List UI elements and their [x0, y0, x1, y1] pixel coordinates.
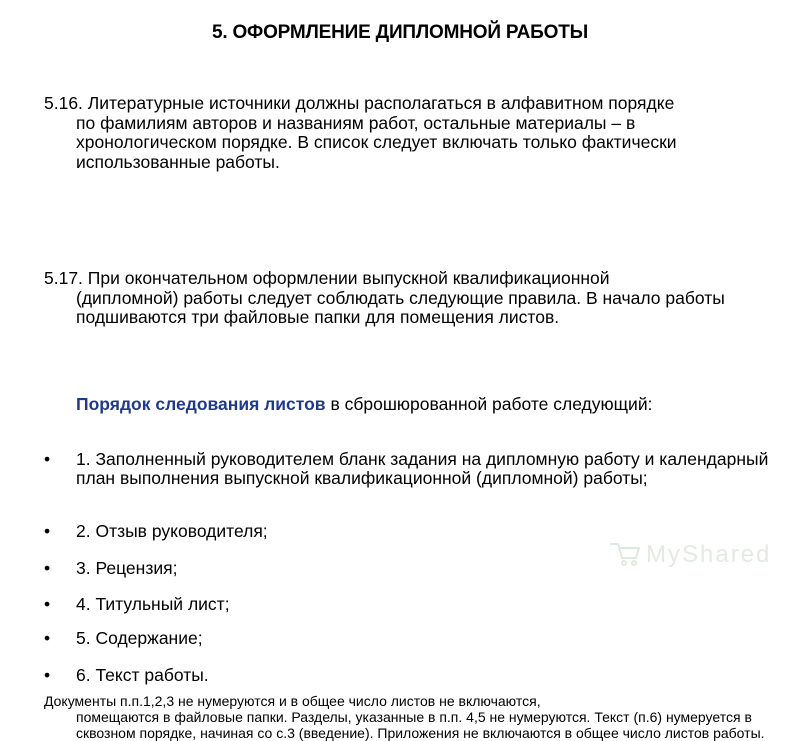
section-5-16-first-line: 5.16. Литературные источники должны располагаться в алфавитном порядке: [44, 93, 675, 113]
section-5-17: [44, 269, 772, 328]
list-item-text: 4. Титульный лист;: [76, 593, 230, 614]
svg-text:MyShared: MyShared: [646, 541, 772, 568]
section-5-17-continuation: (дипломной) работы следует соблюдать следующие правила. В начало работы подшиваются три файловые папки для помещения листов.: [76, 287, 725, 327]
list-item-text: 6. Текст работы.: [76, 664, 209, 685]
page-title: 5. ОФОРМЛЕНИЕ ДИПЛОМНОЙ РАБОТЫ: [211, 22, 589, 43]
bullet-icon: •: [44, 557, 51, 578]
list-item-text: 5. Содержание;: [76, 627, 203, 648]
list-item: [44, 522, 772, 542]
bullet-icon: •: [44, 627, 51, 648]
list-item: [44, 629, 772, 649]
list-item: [44, 666, 772, 686]
bullet-icon: •: [44, 593, 51, 614]
section-5-16: [44, 94, 772, 172]
list-item-text: 1. Заполненный руководителем бланк задания на дипломную работу и календарный план выполнения выпускной квалификационной (дипломной) работы;: [76, 448, 769, 488]
list-item: [44, 450, 772, 489]
list-item: [44, 595, 772, 615]
sheet-order-rest: в сброшюрованной работе следующий:: [325, 393, 653, 414]
sheet-order-highlight: Порядок следования листов: [76, 393, 326, 414]
section-5-17-first-line: 5.17. При окончательном оформлении выпускной квалификационной: [44, 268, 610, 288]
footnote: [44, 693, 784, 741]
footnote-first-line: Документы п.п.1,2,3 не нумеруются и в общее число листов не включаются,: [44, 692, 541, 709]
bullet-icon: •: [44, 664, 51, 685]
section-5-16-continuation: по фамилиям авторов и названиям работ, остальные материалы – в хронологическом порядке. В список следует включать только фактически использованные работы.: [76, 112, 677, 172]
list-item: [44, 559, 772, 579]
list-item-text: 3. Рецензия;: [76, 557, 178, 578]
bullet-icon: •: [44, 520, 51, 541]
bullet-icon: •: [44, 448, 51, 469]
sheet-order-intro: [76, 393, 800, 415]
footnote-continuation: помещаются в файловые папки. Разделы, указанные в п.п. 4,5 не нумеруются. Текст (п.6) нумеруется в сквозном порядке, начиная со с.3 (введение). Приложения не включаются в общее число листов работы.: [76, 708, 765, 741]
list-item-text: 2. Отзыв руководителя;: [76, 520, 268, 541]
